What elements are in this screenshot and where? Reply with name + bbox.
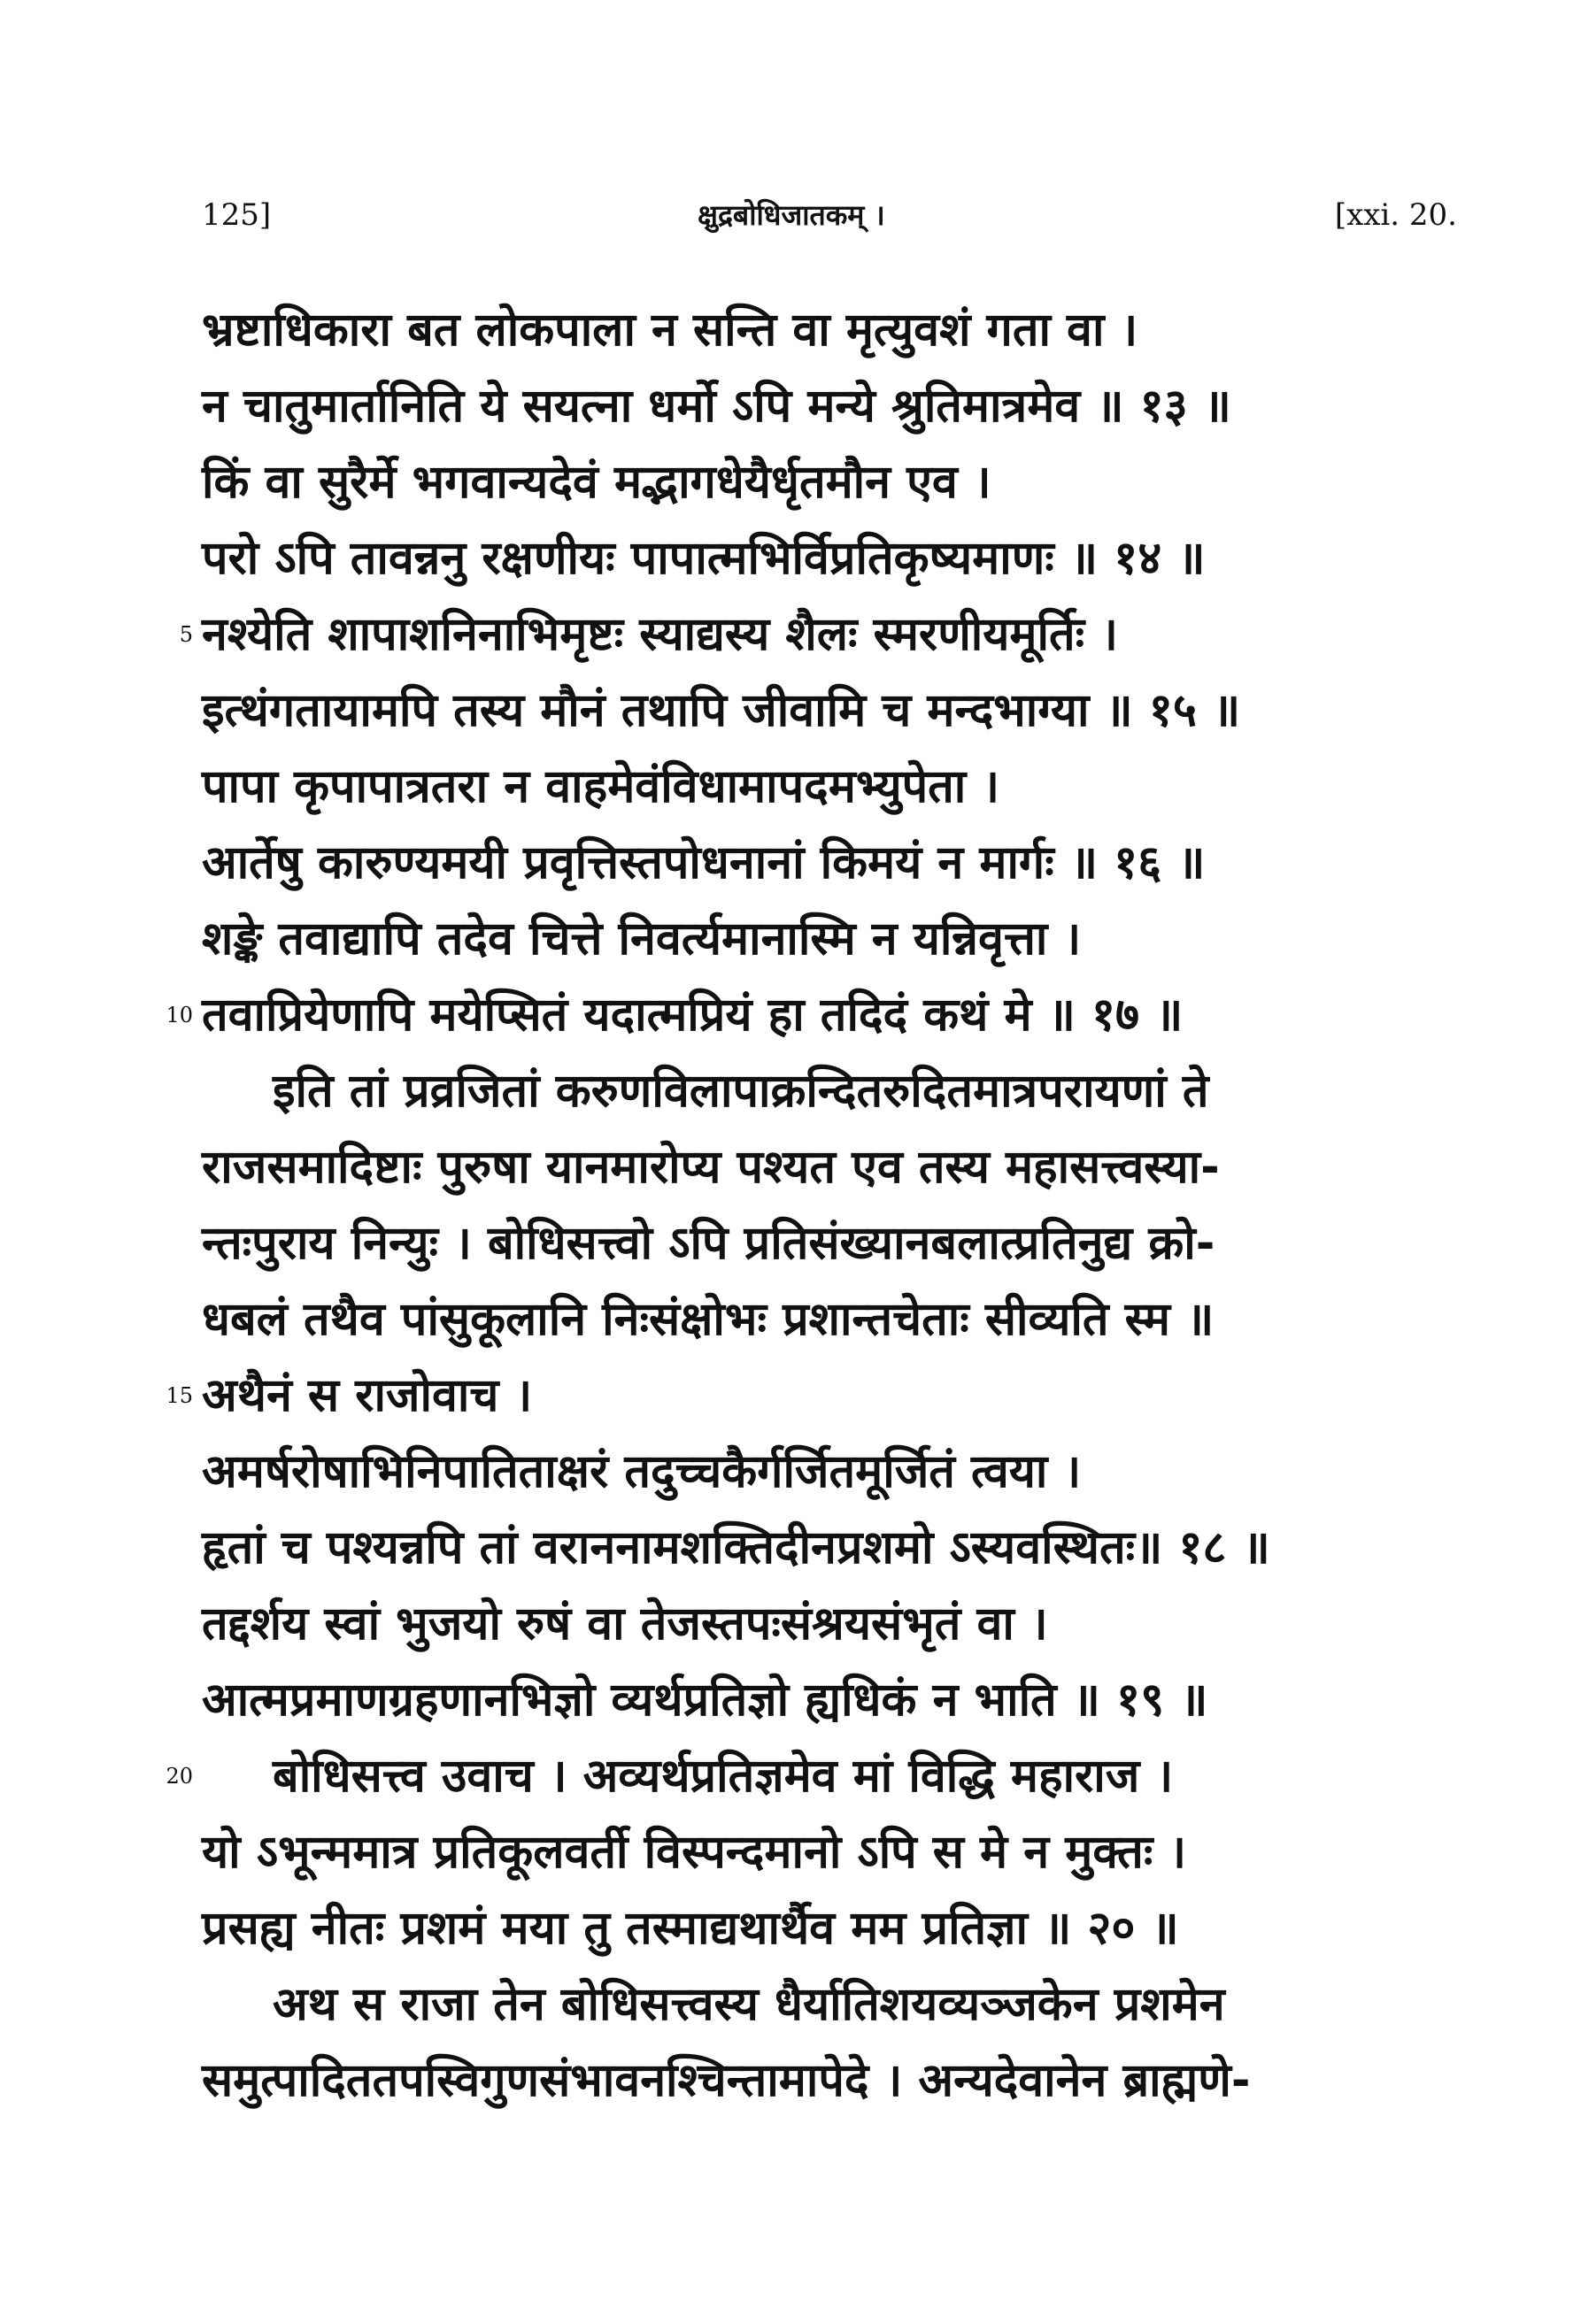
text-line <box>202 1890 1457 1966</box>
line-text: आर्तेषु कारुण्यमयी प्रवृत्तिस्तपोधनानां किमयं न मार्गः ॥ १६ ॥ <box>202 836 1206 889</box>
text-line <box>202 1053 1457 1129</box>
text-line <box>202 1129 1457 1205</box>
line-text: भ्रष्टाधिकारा बत लोकपाला न सन्ति वा मृत्युवशं गता वा । <box>202 304 1138 357</box>
line-text: हृतां च पश्यन्नपि तां वराननामशक्तिदीनप्रशमो ऽस्यवस्थितः॥ १८ ॥ <box>202 1521 1270 1574</box>
line-text: आत्मप्रमाणग्रहणानभिज्ञो व्यर्थप्रतिज्ञो ह्यधिकं न भाति ॥ १९ ॥ <box>202 1674 1208 1727</box>
line-text: इत्थंगतायामपि तस्य मौनं तथापि जीवामि च मन्दभाग्या ॥ १५ ॥ <box>202 684 1241 737</box>
text-line <box>202 1434 1457 1510</box>
text-line <box>202 368 1457 444</box>
page-number: 125] <box>202 197 272 233</box>
body-text <box>166 292 1457 2119</box>
text-line <box>179 596 1457 673</box>
line-text: अथ स राजा तेन बोधिसत्त्वस्य धैर्यातिशयव्यञ्जकेन प्रशमेन <box>273 1978 1225 2031</box>
running-head <box>202 193 1457 237</box>
text-line <box>202 1662 1457 1738</box>
text-line <box>202 673 1457 749</box>
line-text: धबलं तथैव पांसुकूलानि निःसंक्षोभः प्रशान्तचेताः सीव्यति स्म ॥ <box>202 1293 1215 1346</box>
text-line <box>202 1510 1457 1586</box>
text-line <box>166 1358 1457 1434</box>
line-text: इति तां प्रव्रजितां करुणविलापाक्रन्दितरुदितमात्रपरायणां ते <box>273 1065 1209 1118</box>
line-text: प्रसह्य नीतः प्रशमं मया तु तस्माद्यथार्थैव मम प्रतिज्ञा ॥ २० ॥ <box>202 1902 1179 1955</box>
running-title: क्षुद्रबोधिजातकम् । <box>698 198 885 232</box>
line-text: अमर्षरोषाभिनिपातिताक्षरं तदुच्चकैर्गर्जितमूर्जितं त्वया । <box>202 1445 1082 1498</box>
line-text: तवाप्रियेणापि मयेप्सितं यदात्मप्रियं हा तदिदं कथं मे ॥ १७ ॥ <box>202 989 1184 1042</box>
line-number: 20 <box>166 1764 193 1789</box>
text-line <box>202 901 1457 977</box>
section-reference: [xxi. 20. <box>1334 197 1457 233</box>
text-line <box>202 1814 1457 1890</box>
line-text: अथैनं स राजोवाच । <box>202 1369 533 1422</box>
line-number: 5 <box>179 622 193 647</box>
line-text: तद्दर्शय स्वां भुजयो रुषं वा तेजस्तपःसंश्रयसंभृतं वा । <box>202 1597 1048 1651</box>
text-line <box>202 749 1457 825</box>
line-text: यो ऽभून्ममात्र प्रतिकूलवर्ती विस्पन्दमानो ऽपि स मे न मुक्तः । <box>202 1826 1187 1879</box>
line-number: 10 <box>166 1003 193 1027</box>
text-line <box>202 1966 1457 2043</box>
line-text: न चातुमार्तानिति ये सयत्ना धर्मो ऽपि मन्ये श्रुतिमात्रमेव ॥ १३ ॥ <box>202 380 1231 433</box>
text-line <box>166 1738 1457 1814</box>
line-text: न्तःपुराय निन्युः । बोधिसत्त्वो ऽपि प्रतिसंख्यानबलात्प्रतिनुद्य क्रो- <box>202 1217 1215 1270</box>
text-line <box>202 825 1457 901</box>
text-line <box>202 292 1457 368</box>
text-line <box>202 1281 1457 1358</box>
text-line <box>202 520 1457 596</box>
text-line <box>202 1586 1457 1662</box>
line-text: पापा कृपापात्रतरा न वाहमेवंविधामापदमभ्युपेता । <box>202 760 1000 813</box>
line-text: परो ऽपि तावन्ननु रक्षणीयः पापात्मभिर्विप्रतिकृष्यमाणः ॥ १४ ॥ <box>202 532 1206 585</box>
text-line <box>202 444 1457 520</box>
line-text: राजसमादिष्टाः पुरुषा यानमारोप्य पश्यत एव तस्य महासत्त्वस्या- <box>202 1141 1220 1194</box>
text-line <box>166 977 1457 1053</box>
line-text: किं वा सुरैर्मे भगवान्यदेवं मद्भागधेयैर्धृतमौन एव । <box>202 456 991 509</box>
line-text: समुत्पादिततपस्विगुणसंभावनश्चिन्तामापेदे । अन्यदेवानेन ब्राह्मणे- <box>202 2054 1251 2107</box>
text-line <box>202 2043 1457 2119</box>
line-text: बोधिसत्त्व उवाच । अव्यर्थप्रतिज्ञमेव मां विद्धि महाराज । <box>273 1750 1174 1803</box>
text-line <box>202 1205 1457 1281</box>
line-text: शङ्के तवाद्यापि तदेव चित्ते निवर्त्यमानास्मि न यन्निवृत्ता । <box>202 912 1082 966</box>
line-text: नश्येति शापाशनिनाभिमृष्टः स्याद्यस्य शैलः स्मरणीयमूर्तिः । <box>202 608 1118 661</box>
line-number: 15 <box>166 1383 193 1408</box>
